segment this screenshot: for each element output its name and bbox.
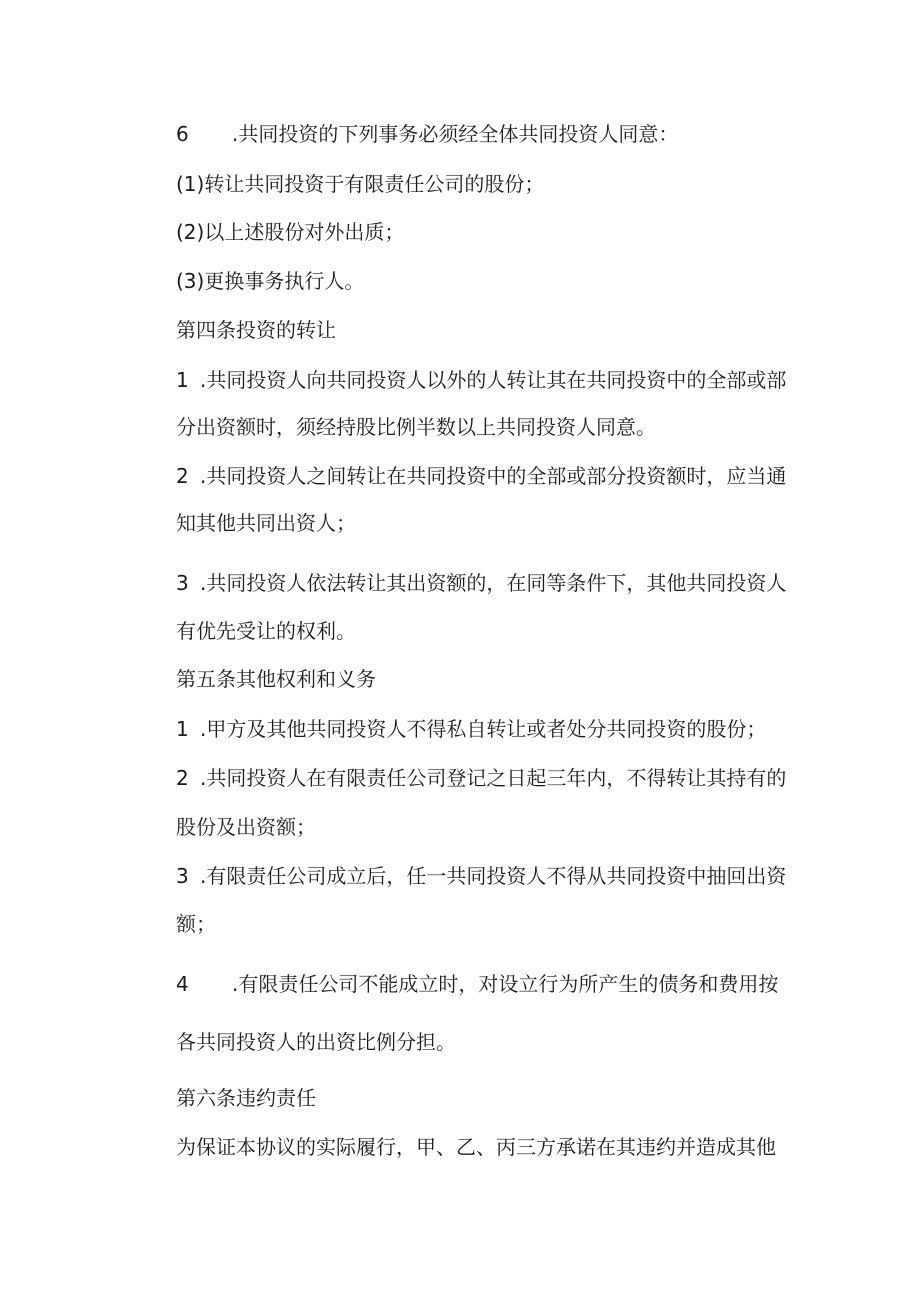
clause-text: .有限责任公司成立后，任一共同投资人不得从共同投资中抽回出资 xyxy=(200,864,787,888)
clause-text: (2)以上述股份对外出质； xyxy=(176,220,405,244)
clause-line xyxy=(176,813,316,841)
clause-line xyxy=(176,366,786,394)
heading-text: 第四条投资的转让 xyxy=(176,318,336,342)
clause-number: 2 xyxy=(176,464,189,488)
clause-text: .共同投资的下列事务必须经全体共同投资人同意： xyxy=(232,122,679,146)
clause-text: .共同投资人在有限责任公司登记之日起三年内，不得转让其持有的 xyxy=(200,766,787,790)
clause-line xyxy=(176,1133,776,1161)
clause-line xyxy=(176,120,678,148)
clause-text: 知其他共同出资人； xyxy=(176,511,356,535)
clause-number: 1 xyxy=(176,717,189,741)
clause-line xyxy=(176,509,356,537)
clause-line xyxy=(176,413,656,441)
clause-line xyxy=(176,862,786,890)
clause-number: 3 xyxy=(176,571,189,595)
article-heading xyxy=(176,1084,316,1112)
heading-text: 第五条其他权利和义务 xyxy=(176,667,376,691)
clause-text: 额； xyxy=(176,912,216,936)
clause-line xyxy=(176,910,216,938)
article-heading xyxy=(176,316,336,344)
clause-text: 分出资额时，须经持股比例半数以上共同投资人同意。 xyxy=(176,415,656,439)
clause-text: .甲方及其他共同投资人不得私自转让或者处分共同投资的股份； xyxy=(200,717,767,741)
clause-line xyxy=(176,170,544,198)
article-heading xyxy=(176,665,376,693)
clause-number: 3 xyxy=(176,864,189,888)
clause-number: 4 xyxy=(176,972,189,996)
clause-text: 股份及出资额； xyxy=(176,815,316,839)
clause-line xyxy=(176,617,356,645)
clause-text: .共同投资人依法转让其出资额的，在同等条件下，其他共同投资人 xyxy=(200,571,787,595)
clause-line xyxy=(176,715,766,743)
clause-number: 2 xyxy=(176,766,189,790)
clause-line xyxy=(176,218,404,246)
clause-line xyxy=(176,1028,456,1056)
clause-text: .共同投资人向共同投资人以外的人转让其在共同投资中的全部或部 xyxy=(200,368,787,392)
heading-text: 第六条违约责任 xyxy=(176,1086,316,1110)
clause-line xyxy=(176,970,778,998)
clause-line xyxy=(176,764,786,792)
clause-text: .有限责任公司不能成立时，对设立行为所产生的债务和费用按 xyxy=(232,972,779,996)
clause-text: (3)更换事务执行人。 xyxy=(176,269,365,293)
clause-number: 1 xyxy=(176,368,189,392)
clause-line xyxy=(176,462,786,490)
clause-number: 6 xyxy=(176,122,189,146)
clause-line xyxy=(176,267,364,295)
clause-text: 各共同投资人的出资比例分担。 xyxy=(176,1030,456,1054)
clause-line xyxy=(176,569,786,597)
clause-text: .共同投资人之间转让在共同投资中的全部或部分投资额时，应当通 xyxy=(200,464,787,488)
clause-text: 为保证本协议的实际履行，甲、乙、丙三方承诺在其违约并造成其他 xyxy=(176,1135,776,1159)
clause-text: 有优先受让的权利。 xyxy=(176,619,356,643)
clause-text: (1)转让共同投资于有限责任公司的股份； xyxy=(176,172,545,196)
